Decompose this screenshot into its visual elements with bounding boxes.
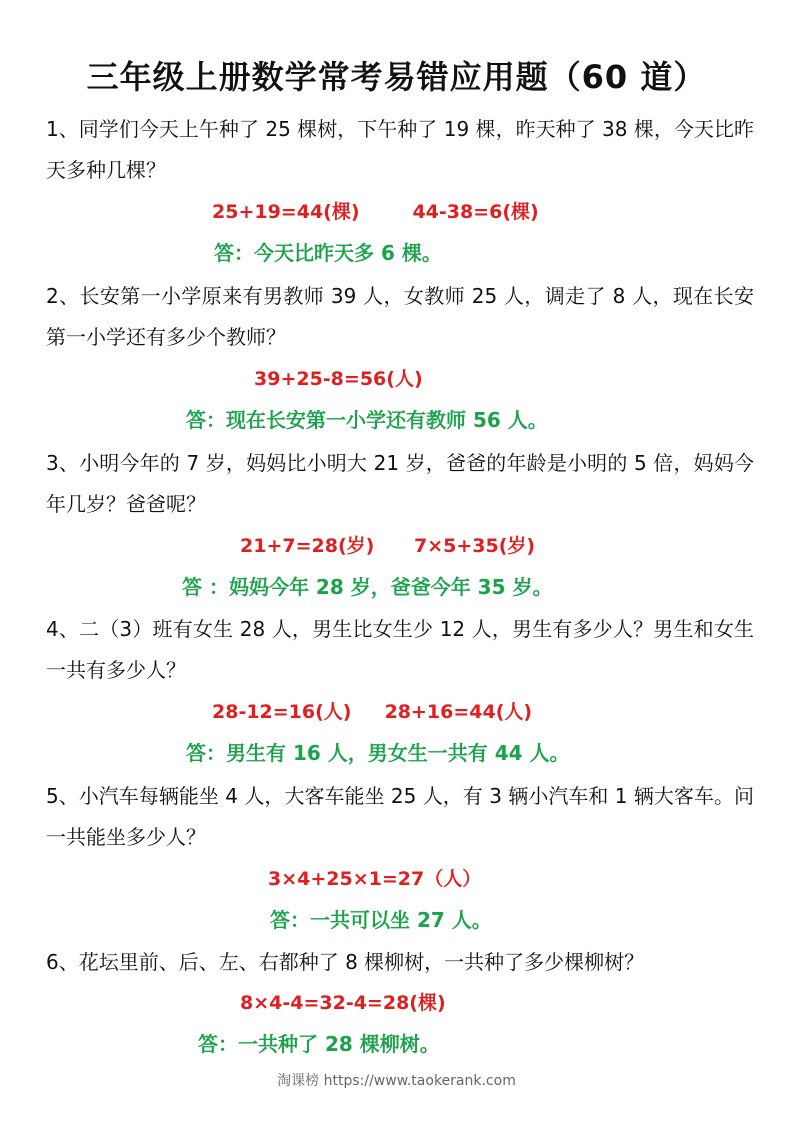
problem-3-calc: 21+7=28(岁) 7×5+35(岁) — [240, 535, 536, 557]
problem-1-question: 1、同学们今天上午种了 25 棵树，下午种了 19 棵，昨天种了 38 棵，今天比昨天多种几棵？ — [46, 117, 754, 182]
problem-3-question: 3、小明今年的 7 岁，妈妈比小明大 21 岁，爸爸的年龄是小明的 5 倍，妈妈今年几岁？爸爸呢？ — [46, 451, 754, 516]
problem-6-answer: 答：一共种了 28 棵柳树。 — [198, 1032, 440, 1056]
problem-6-calc: 8×4-4=32-4=28(棵) — [240, 992, 446, 1014]
problem-1-answer: 答：今天比昨天多 6 棵。 — [214, 241, 442, 265]
problem-4-calc: 28-12=16(人) 28+16=44(人) — [212, 701, 533, 723]
problem-2-calc: 39+25-8=56(人) — [254, 368, 423, 390]
problem-6-question: 6、花坛里前、后、左、右都种了 8 棵柳树，一共种了多少棵柳树？ — [46, 950, 645, 974]
problem-5-question: 5、小汽车每辆能坐 4 人，大客车能坐 25 人，有 3 辆小汽车和 1 辆大客车。问一共能坐多少人？ — [46, 784, 754, 849]
problem-4-answer: 答：男生有 16 人，男女生一共有 44 人。 — [186, 741, 570, 765]
problem-5-calc: 3×4+25×1=27（人） — [268, 868, 482, 890]
problem-2-answer: 答：现在长安第一小学还有教师 56 人。 — [186, 408, 548, 432]
problem-2-question: 2、长安第一小学原来有男教师 39 人，女教师 25 人，调走了 8 人，现在长安第一小学还有多少个教师？ — [46, 284, 754, 349]
problem-3-answer: 答 ：妈妈今年 28 岁，爸爸今年 35 岁。 — [182, 575, 553, 599]
footer-source: 淘课榜 https://www.taokerank.com — [277, 1073, 516, 1089]
problem-4-question: 4、二（3）班有女生 28 人，男生比女生少 12 人，男生有多少人？男生和女生一共有多少人？ — [46, 617, 754, 682]
problem-5-answer: 答：一共可以坐 27 人。 — [270, 908, 492, 932]
problem-1-calc: 25+19=44(棵) 44-38=6(棵) — [212, 201, 539, 223]
page-title: 三年级上册数学常考易错应用题（60 道） — [86, 58, 707, 96]
